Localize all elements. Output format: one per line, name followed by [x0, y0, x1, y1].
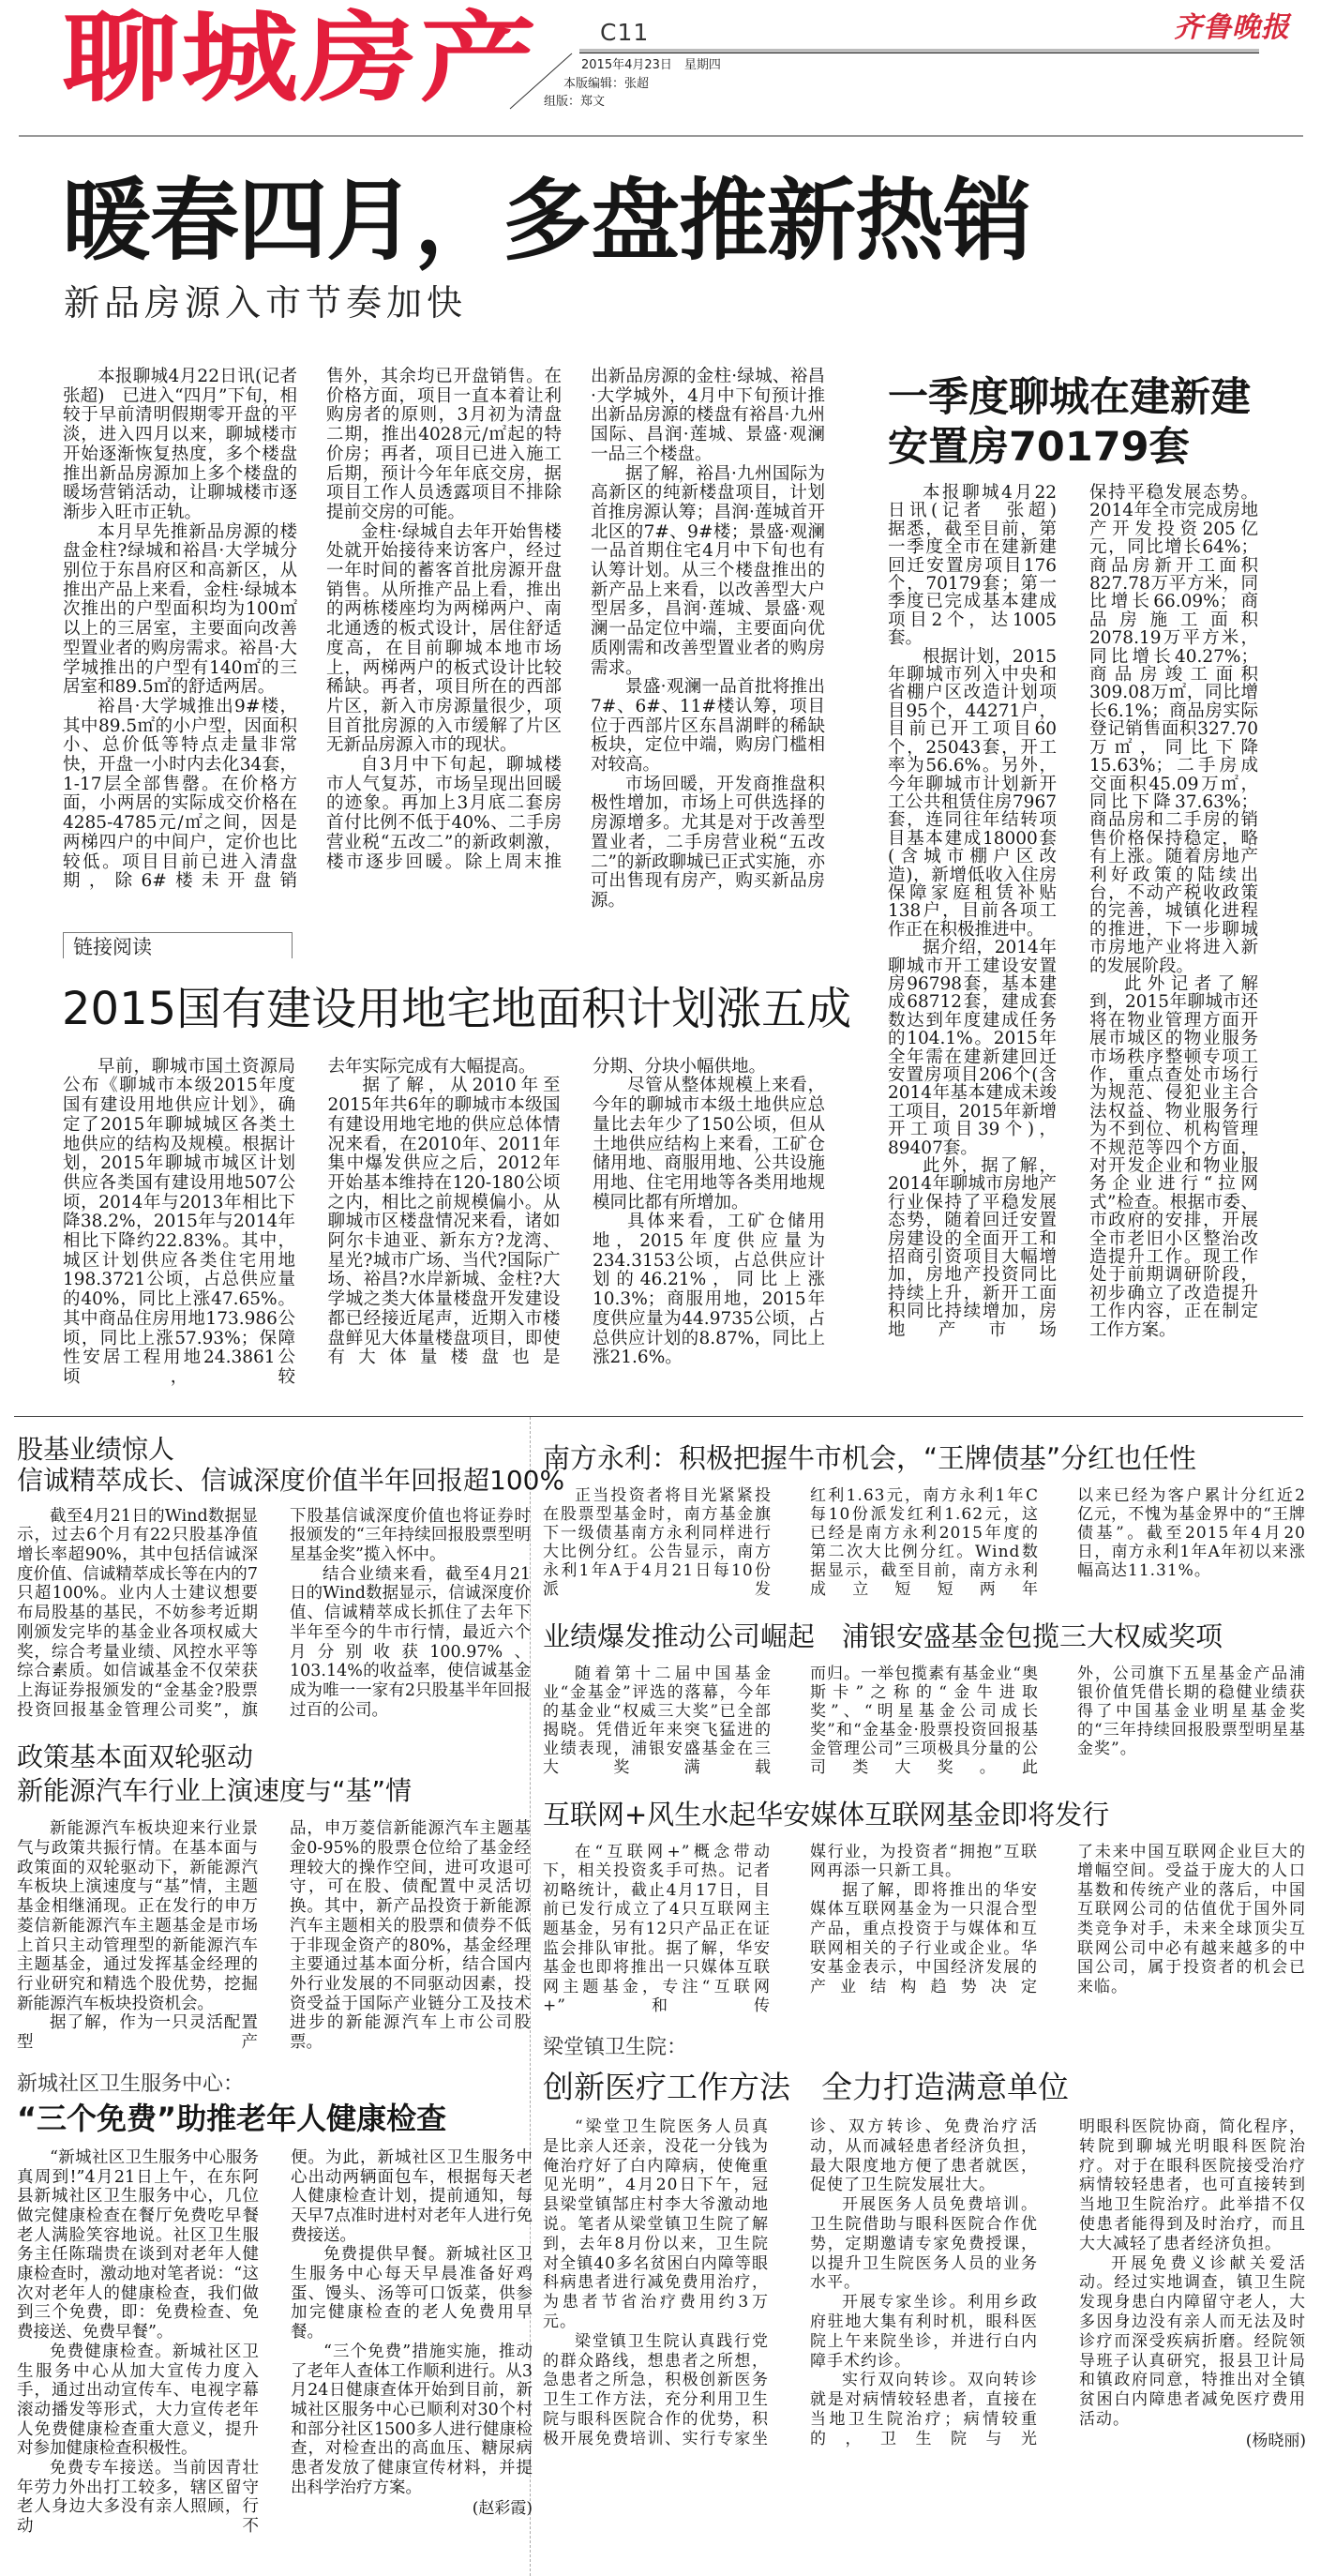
paragraph: 本报聊城4月22日讯(记者 张超) 据悉，截至目前，第一季度全市在建新建回迁安置房项目176个，70179套；第一季度已完成基本建成项目2个，达1005套。: [888, 483, 1074, 649]
paragraph: 梁堂镇卫生院认真践行党的群众路线，想患者之所想，急患者之所急，积极创新医务卫生工作方法，充分利用卫生院与眼科医院合作的优势，积极开展免费培训、实行专家坐: [543, 2331, 769, 2448]
paragraph: 根据计划，2015年聊城市列入中央和省棚户区改造计划项目95个，44271户，目前已开工项目60个，25043套，开工率为56.6%。另外，今年聊城市计划新开工公共租赁住房7967套，连同往年结转项目基本建成18000套(含城市棚户区改造)，新增低收入住房保障家庭租赁补贴138户，目前各项工作正在积极推进中。: [888, 646, 1057, 940]
article-title: 互联网+风生水起华安媒体互联网基金即将发行: [543, 1798, 1110, 1830]
nev-article: [17, 1740, 530, 2052]
paragraph: 据了解，即将推出的华安媒体互联网基金为一只混合型产品，重点投资于与媒体和互联网相关的子行业或企业。华安基金表示，中国经济发展的产业结构趋势决定: [810, 1880, 1038, 1996]
page-layout-credit: 组版：郑文: [544, 95, 606, 109]
paragraph: 外，公司旗下五星基金产品浦银价值凭借长期的稳健业绩获得了中国基金业明星基金奖的“三年持续回报股票型明星基金奖”。: [1077, 1664, 1306, 1758]
paragraph: “新城社区卫生服务中心服务真周到!”4月21日上午，在东阿县新城社区卫生服务中心，几位做完健康检查在餐厅免费吃早餐老人满脸笑容地说。社区卫生服务主任陈瑞贵在谈到对老年人健康检查时，激动地对笔者说：“这次对老年人的健康检查，我们做到三个免费，即：免费检查、免费接送、免费早餐”。: [17, 2147, 259, 2343]
article-column: [1077, 1665, 1306, 1758]
paragraph: 本报聊城4月22日讯(记者 张超) 已进入“四月”下旬，相较于早前清明假期零开盘的平淡，进入四月以来，聊城楼市开始逐渐恢复热度，多个楼盘推出新品房源加上多个楼盘的暖场营销活动，让聊城楼市逐渐步入旺市正轨。: [63, 367, 315, 522]
bottom-region: [0, 1417, 1321, 2576]
paragraph: 而归。一举包揽素有基金业“奥斯卡”之称的“金牛进取奖”、“明星基金公司成长奖”和“金基金·股票投资回报基金管理公司”三项极具分量的公司类大奖。此: [810, 1664, 1039, 1777]
bottom-left-column: [0, 1417, 565, 2576]
article-column: [810, 2117, 1038, 2449]
article-column: [810, 1665, 1039, 1777]
paragraph: “梁堂卫生院医务人员真是比亲人还亲，没花一分钱为俺治疗好了白内障病，使俺重见光明”，4月20日下午，冠县梁堂镇郜庄村李大爷激动地说。笔者从梁堂镇卫生院了解到，去年8月份以来，卫生院对全镇40多名贫困白内障等眼科病患者进行减免费用治疗，为患者节省治疗费用约3万元。: [543, 2117, 769, 2331]
article-column-wrap: [291, 2148, 533, 2519]
paragraph: 随着第十二届中国基金业“金基金”评选的落幕，今年的基金业“权威三大奖”已全部揭晓。凭借近年来突飞猛进的业绩表现，浦银安盛基金在三大奖满载: [543, 1664, 772, 1777]
paragraph: 据了解，裕昌·九州国际为高新区的纯新楼盘项目，计划首推房源认筹；昌润·莲城首开北区的7#、9#楼；景盛·观澜一品首期住宅4月中下旬也有认筹计划。从三个楼盘推出的新产品上来看，以改善型大户型居多，昌润·莲城、景盛·观澜一品定位中端，主要面向优质刚需和改善型置业者的购房需求。: [591, 463, 825, 678]
article-kicker: 梁堂镇卫生院：: [543, 2035, 688, 2059]
article-column: [543, 1486, 772, 1599]
paragraph: 自3月中下旬起，聊城楼市人气复苏，市场呈现出回暖的迹象。再加上3月底二套房首付比例不低于40%、二手房营业税“五改二”的新政刺激，楼市逐步回暖。除上周末推: [326, 755, 562, 872]
article-body: [543, 1665, 1306, 1777]
paragraph: 下股基信诚深度价值也将证券时报颁发的“三年持续回报股票型明星基金奖”揽入怀中。: [290, 1506, 531, 1565]
article-column: [290, 1819, 531, 2052]
article-column: [291, 2148, 533, 2498]
paragraph: 媒行业，为投资者“拥抱”互联网再添一只新工具。: [810, 1842, 1038, 1881]
article-body: [17, 2148, 533, 2537]
newspaper-logo: 齐鲁晚报: [1174, 11, 1290, 44]
top-region: [0, 368, 1321, 1388]
article-title: “三个免费”助推老年人健康检查: [17, 2100, 447, 2136]
article-body: [17, 1819, 531, 2052]
paragraph: 市场回暖，开发商推盘积极性增加，市场上可供选择的房源增多。尤其是对于改善型置业者，二手房营业税“五改二”的新政聊城已正式实施，亦可出售现有房产，购买新品房源。: [591, 774, 825, 911]
paragraph: 红利1.63元，南方永利1年C每10份派发红利1.62元，这已经是南方永利2015年度的第二次大比例分红。Wind数据显示，截至目前，南方永利成立短短两年: [810, 1485, 1039, 1599]
related-reading-label: 链接阅读: [73, 935, 152, 958]
liangtang-article: [543, 2037, 1306, 2450]
paragraph: “三个免费”措施实施，推动了老年人查体工作顺利进行。从3月24日健康查体开始到目前，新城社区服务中心已顺利对30个村和部分社区1500多人进行健康检查，对检查出的高血压、糖尿病患者发放了健康宣传材料，并提出科学治疗方案。: [291, 2342, 533, 2497]
article-column: [1077, 1843, 1306, 1997]
paragraph: 保持平稳发展态势。2014年全市完成房地产开发投资205亿元，同比增长64%；商品房新开工面积827.78万平方米，同比增长66.09%；商品房施工面积2078.19万平方米，同比增长40.27%；商品房竣工面积309.08万㎡，同比增长6.1%；商品房实际登记销售面积327.70万㎡，同比下降15.63%；二手房成交面积45.09万㎡，同比下降37.63%；商品房和二手房的销售价格保持稳定，略有上涨。随着房地产利好政策的陆续出台，不动产税收政策的完善，城镇化进程的推进，下一步聊城市房地产业将进入新的发展阶段。: [1089, 483, 1258, 976]
paragraph: 出新品房源的金柱·绿城、裕昌·大学城外，4月中下旬预计推出新品房源的楼盘有裕昌·九州国际、昌润·莲城、景盛·观澜一品三个楼盘。: [591, 367, 825, 464]
resettlement-article: [888, 373, 1258, 1339]
article-column: [810, 1843, 1038, 1997]
page-editor: 本版编辑：张超: [563, 77, 650, 91]
article-column: [290, 1507, 531, 1721]
paragraph: 此外记者了解到，2015年聊城市还将在物业管理方面开展市城区的物业服务市场秩序整顿专项工作，重点查处市场行为规范、侵犯业主合法权益、物业服务行为不到位、机构管理不规范等四个方面，对开发企业和物业服务企业进行“拉网式”检查。根据市委、市政府的安排，开展全市老旧小区整治改造提升工作。现工作处于前期调研阶段，初步确立了改造提升工作内容，正在制定工作方案。: [1089, 973, 1258, 1340]
article-byline: (杨晓丽): [1245, 2431, 1306, 2450]
article-column: [810, 1486, 1039, 1599]
masthead-rule: [579, 49, 1259, 53]
article-column: [1077, 1486, 1306, 1580]
article-title-line: 安置房70179套: [888, 424, 1190, 471]
article-title-line: 一季度聊城在建新建: [888, 374, 1251, 421]
article-title: [17, 1740, 530, 1808]
article-body: [543, 2117, 1306, 2450]
article-column: [1089, 484, 1258, 1339]
article-title: 南方永利：积极把握牛市机会，“王牌债基”分红也任性: [543, 1441, 1197, 1474]
section-masthead-title: 聊城房产: [62, 1, 539, 115]
lead-subheadline: 新品房源入市节奏加快: [64, 282, 468, 324]
lead-article-area: [62, 367, 852, 1388]
paragraph: 品，申万菱信新能源汽车主题基金0-95%的股票仓位给了基金经理较大的操作空间，进可攻退可守，可在股、债配置中灵活切换。其中，新产品投资于新能源汽车主题相关的股票和债券不低于非现金资产的80%，基金经理主要通过基本面分析，结合国内外行业发展的不同驱动因素，投资受益于国际产业链分工及技术进步的新能源汽车上市公司股票。: [290, 1819, 531, 2053]
article-column: [543, 2117, 769, 2449]
paragraph: 据介绍，2014年聊城市开工建设安置房96798套，基本建成68712套，建成套数达到年度建成任务的104.1%。2015年全年需在建新建回迁安置房项目206个(含2014年基本建成未竣工项目，2015年新增开工项目39个)，89407套。: [888, 938, 1057, 1158]
article-column-wrap: [1079, 2117, 1306, 2450]
paragraph: 诊、双方转诊、免费治疗活动，从而减轻患者经济负担，最大限度地方便了患者就医，促使了卫生院发展壮大。: [810, 2117, 1038, 2195]
article-column: [326, 368, 562, 872]
paragraph: 去年实际完成有大幅提高。: [327, 1056, 536, 1077]
paragraph: 免费提供早餐。新城社区卫生服务中心每天早晨准备好鸡蛋、馒头、汤等可口饭菜，供参加完健康检查的老人免费用早餐。: [291, 2245, 533, 2343]
land-article-body: [63, 1058, 825, 1388]
paragraph: 开展免费义诊献关爱活动。经过实地调查，镇卫生院发现身患白内障留守老人，大多因身边没有亲人而无法及时诊疗而深受疾病折磨。经院领导班子认真研究，报县卫计局和镇政府同意，特推出对全镇贫困白内障患者减免医疗费用活动。: [1079, 2253, 1306, 2429]
article-title-line: 股基业绩惊人: [17, 1433, 175, 1465]
paragraph: 了未来中国互联网企业巨大的增幅空间。受益于庞大的人口基数和传统产业的落后，中国互联网公司的估值优于国外同类竞争对手，未来全球顶尖互联网公司中必有越来越多的中国公司，属于投资者的机会已来临。: [1077, 1842, 1306, 1996]
paragraph: 截至4月21日的Wind数据显示，过去6个月有22只股基净值增长率超90%，其中包括信诚深度价值、信诚精萃成长等在内的7只超100%。业内人士建议想要布局股基的基民，不妨参考近期刚颁发完毕的基金业各项权威大奖，综合考量业绩、风控水平等综合素质。如信诚基金不仅荣获上海证券报颁发的“金基金?股票投资回报基金管理公司奖”，旗: [17, 1506, 258, 1720]
article-title: 创新医疗工作方法 全力打造满意单位: [543, 2068, 1069, 2105]
lead-article-body: [63, 368, 825, 911]
article-kicker: 新城社区卫生服务中心：: [17, 2071, 245, 2096]
article-title: [17, 1433, 565, 1496]
paragraph: 以来已经为客户累计分红近2亿元，不愧为基金界中的“王牌债基”。截至2015年4月20日，南方永利1年A年初以来涨幅高达11.31%。: [1077, 1485, 1306, 1580]
paragraph: 开展医务人员免费培训。卫生院借助与眼科医院合作优势，定期邀请专家免费授课，以提升卫生院医务人员的业务水平。: [810, 2195, 1038, 2293]
paragraph: 具体来看，工矿仓储用地，2015年度供应量为234.3153公顷，占总供应计划的46.21%，同比上涨10.3%；商服用地，2015年度供应量为44.9735公顷，占总供应计划的8.87%，同比上涨21.6%。: [593, 1212, 825, 1368]
paragraph: 开展专家坐诊。利用乡政府驻地大集有利时机，眼科医院上午来院坐诊，并进行白内障手术约诊。: [810, 2293, 1038, 2371]
paragraph: 此外，据了解，2014年聊城市房地产行业保持了平稳发展态势，随着回迁安置房建设的全面开工和招商引资项目大幅增加，房地产投资同比持续上升，新开工面积同比持续增加，房地产市场: [888, 1156, 1057, 1340]
article-column: [543, 1665, 772, 1777]
article-column: [328, 1058, 561, 1368]
article-column: [591, 368, 825, 911]
paragraph: 便。为此，新城社区卫生服务中心出动两辆面包车，根据每天老人健康检查计划，提前通知，每天早7点准时进村对老年人进行免费接送。: [291, 2147, 533, 2245]
article-title-line: 信诚精萃成长、信诚深度价值半年回报超100%: [17, 1464, 565, 1496]
article-title-line: 政策基本面双轮驱动: [17, 1741, 254, 1773]
paragraph: 据了解，从2010年至2015年共6年的聊城市本级国有建设用地宅地的供应总体情况来看，在2010年、2011年集中爆发供应之后，2012年开始基本维持在120-180公顷之内，相比之前规模偏小。从聊城市区楼盘情况来看，诸如阿尔卡迪亚、新东方?龙湾、星光?城市广场、当代?国际广场、裕昌?水岸新城、金柱?大学城之类大体量楼盘开发建设都已经接近尾声，近期入市楼盘鲜见大体量楼盘项目，即使有大体量楼盘也是: [327, 1076, 561, 1368]
lead-headline: 暖春四月，多盘推新热销: [62, 170, 1032, 273]
article-column: [593, 1058, 825, 1368]
paragraph: 免费健康检查。新城社区卫生服务中心从加大宣传力度入手，通过出动宣传车、电视字幕滚动播发等形式，大力宣传老年人免费健康检查重大意义，提升对参加健康检查积极性。: [17, 2342, 259, 2459]
paragraph: 早前，聊城市国土资源局公布《聊城市本级2015年度国有建设用地供应计划》，确定了2015年聊城城区各类土地供应的结构及规模。根据计划，2015年聊城市城区计划供应各类国有建设用地507公顷，2014年与2013年相比下降38.2%，2015年与2014年相比下降约22.83%。其中，城区计划供应各类住宅用地198.3721公顷，占总供应量的40%，同比上涨47.65%。其中商品住房用地173.986公顷，同比上涨57.93%；保障性安居工程用地24.3861公顷，较: [63, 1056, 295, 1387]
paragraph: 景盛·观澜一品首批将推出7#、6#、11#楼认筹，项目位于西部片区东昌湖畔的稀缺板块，定位中端，购房门槛相对较高。: [591, 677, 825, 776]
article-body: [543, 1843, 1306, 2016]
paragraph: 新能源汽车板块迎来行业景气与政策共振行情。在基本面与政策面的双轮驱动下，新能源汽车板块上演速度与“基”情，主题基金相继涌现。正在发行的申万菱信新能源汽车主题基金是市场上首只主动管理型的新能源汽车主题基金，通过发挥基金经理的行业研究和精选个股优势，挖掘新能源汽车板块投资机会。: [17, 1819, 258, 2013]
paragraph: 在“互联网+”概念带动下，相关投资炙手可热。记者初略统计，截止4月17日，目前已发行成立了4只互联网主题基金，另有12只产品正在证监会排队审批。据了解，华安基金也即将推出一只媒体互联网主题基金，专注“互联网+”和传: [543, 1842, 771, 2016]
article-title-line: 新能源汽车行业上演速度与“基”情: [17, 1775, 413, 1807]
article-column: [888, 483, 1074, 1340]
paragraph: 裕昌·大学城推出9#楼，其中89.5㎡的小户型，因面积小、总价低等特点走量非常快，开盘一小时内去化34套，1-17层全部售罄。在价格方面，小两居的实际成交价格在4285-4785元/㎡之间，因是两梯四户的中间户，定价也比较低。项目目前已进入清盘期，除6#楼未开盘销: [63, 696, 297, 892]
page-header: [0, 0, 1321, 368]
article-title: 2015国有建设用地宅地面积计划涨五成: [62, 982, 852, 1035]
paragraph: 免费专车接送。当前因青壮年劳力外出打工较多，辖区留守老人身边大多没有亲人照顾，行动不: [17, 2459, 259, 2537]
paragraph: 金柱·绿城自去年开始售楼处就开始接待来访客户，经过一年时间的蓄客首批房源开盘销售。从所推产品上看，推出的两栋楼座均为两梯两户、南北通透的板式设计，居住舒适度高，在目前聊城本地市场上，两梯两户的板式设计比较稀缺。再者，项目所在的西部片区，新入市房源量很少，项目首批房源的入市缓解了片区无新品房源入市的现状。: [326, 521, 562, 756]
article-column: [543, 1843, 771, 2016]
article-column: [17, 1819, 258, 2052]
article-column: [63, 367, 315, 892]
paragraph: 正当投资者将目光紧紧投在股票型基金时，南方基金旗下一级债基南方永利同样进行大比例分红。公告显示，南方永利1年A于4月21日每10份派发: [543, 1485, 772, 1599]
paragraph: 售外，其余均已开盘销售。在价格方面，项目一直本着让利购房者的原则，3月初为清盘二期，推出4028元/㎡起的特价房；再者，项目已进入施工后期，预计今年年底交房，据项目工作人员透露项目不排除提前交房的可能。: [326, 367, 562, 522]
article-title: [888, 373, 1258, 473]
puyin-article: [543, 1619, 1306, 1777]
paragraph: 结合业绩来看，截至4月21日的Wind数据显示，信诚深度价值、信诚精萃成长抓住了去年下半年至今的牛市行情，最近六个月分别收获100.97%、103.14%的收益率，使信诚基金成为唯一一家有2只股基半年回报过百的公司。: [290, 1564, 531, 1720]
related-reading-box: [63, 932, 293, 958]
masthead-divider: [19, 135, 1303, 137]
paragraph: 本月早先推新品房源的楼盘金柱?绿城和裕昌·大学城分别位于东昌府区和高新区，从推出产品上来看，金柱·绿城本次推出的户型面积均为100㎡以上的三居室，主要面向改善型置业者的购房需求。裕昌·大学城推出的户型有140㎡的三居室和89.5㎡的舒适两居。: [63, 521, 297, 698]
resettlement-article-body: [888, 484, 1258, 1339]
article-column: [63, 1058, 295, 1388]
health-check-article: [17, 2071, 533, 2537]
article-byline: (赵彩霞): [472, 2499, 533, 2519]
paragraph: 据了解，作为一只灵活配置型产: [17, 2013, 258, 2053]
paragraph: 尽管从整体规模上来看，今年的聊城市本级土地供应总量比去年少了150公顷，但从土地供应结构上来看，工矿仓储用地、商服用地、公共设施用地、住宅用地等各类用地规模同比都有所增加。: [593, 1076, 825, 1213]
huaan-article: [543, 1798, 1306, 2016]
article-column: [1079, 2117, 1306, 2430]
article-column: [17, 1507, 258, 1721]
article-title: 业绩爆发推动公司崛起 浦银安盛基金包揽三大权威奖项: [543, 1619, 1223, 1652]
article-column: [17, 2148, 259, 2537]
article-body: [17, 1507, 531, 1721]
page-number: C11: [600, 19, 650, 46]
article-body: [543, 1486, 1306, 1599]
nanfang-article: [543, 1441, 1306, 1599]
issue-date: 2015年4月23日 星期四: [581, 58, 721, 72]
bottom-right-column: [531, 1417, 1321, 2576]
xincheng-fund-article: [17, 1433, 565, 1721]
paragraph: 分期、分块小幅供地。: [593, 1056, 767, 1077]
paragraph: 实行双向转诊。双向转诊就是对病情较轻患者，直接在当地卫生院治疗；病情较重的，卫生院与光: [810, 2371, 1038, 2448]
paragraph: 明眼科医院协商，简化程序，转院到聊城光明眼科医院治疗。对于在眼科医院接受治疗病情较轻患者，也可直接转到当地卫生院治疗。此举措不仅使患者能得到及时治疗，而且大大减轻了患者经济负担。: [1079, 2117, 1306, 2253]
